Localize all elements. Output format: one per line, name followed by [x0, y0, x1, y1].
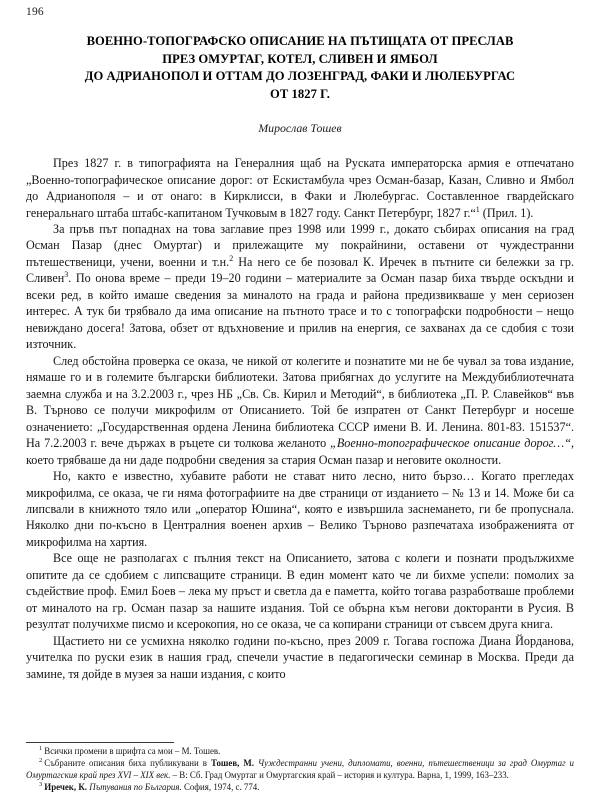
footnote-item: [26, 746, 574, 758]
paragraph-1-text-a: През 1827 г. в типографията на Генералния щаб на Руската императорска армия е отпечатано „Военно-топографическое описание дорог: от Ескистамбула чрез Осман-базар, Казан, Сливно и Ямбол до Адрианополя – и от онаго: в Кирклисси, в Факи и Люлебургас. Составленное гвардейскаго генеральнаго штаба штабс-капитаном Тучковым в 1827 году. Санкт Петербург, 1827 г.“: [26, 156, 574, 220]
title-line-2: ПРЕЗ ОМУРТАГ, КОТЕЛ, СЛИВЕН И ЯМБОЛ: [162, 51, 438, 66]
footnote-ref-2[interactable]: 2: [229, 253, 234, 263]
footnote-text-b: София, 1974, с. 774.: [181, 782, 260, 793]
footnote-author: Тошев, М.: [210, 758, 254, 769]
paragraph-2: [26, 221, 574, 353]
footnote-title: Пътувания по България.: [87, 782, 182, 793]
footnote-number: 2: [39, 757, 43, 765]
paragraph-3: [26, 353, 574, 468]
footnote-number: 3: [39, 781, 43, 789]
author-name: Мирослав Тошев: [258, 121, 342, 136]
footnote-title: Чуждестранни учени, дипломати, военни, пътешественици за град Омуртаг и Омуртагския край през XVI – XIX век.: [26, 758, 574, 781]
footnotes-section: [26, 742, 574, 794]
title-line-3: ДО АДРИАНОПОЛ И ОТТАМ ДО ЛОЗЕНГРАД, ФАКИ И ЛЮЛЕБУРГАС: [84, 69, 516, 84]
title-line-1: ВОЕННО-ТОПОГРАФСКО ОПИСАНИЕ НА ПЪТИЩАТА ОТ ПРЕСЛАВ: [86, 33, 514, 48]
footnote-author: Иречек, К.: [44, 782, 88, 793]
article-title: [26, 33, 574, 105]
footnote-text-b: – В: Сб. Град Омуртаг и Омуртагския край – история и култура. Варна, 1, 1999, 163–233.: [170, 770, 509, 781]
paragraph-1: [26, 155, 574, 221]
footnote-ref-3[interactable]: 3: [64, 270, 69, 280]
paragraph-2-text-b: На него се бе позовал К. Иречек в пътните си бележки за гр. Сливен: [26, 254, 575, 286]
footnote-ref-1[interactable]: 1: [475, 204, 480, 214]
article-body: [26, 155, 574, 682]
paragraph-3-text-b: , което трябваше да ни даде подробни сведения за стария Осман пазар и неговите околности.: [26, 436, 574, 467]
paragraph-2-text-c: . По онова време – преди 19–20 години – материалите за Осман пазар биха твърде оскъдни и всеки ред, в който имаше сведения за миналото на града и района предизвикваше у мен сериозен интерес. А тук би трябвало да има описание на пътното трасе и то с топографски подробности – нещо невиждано досега! Затова, обзет от вдъхновение и прилив на енергия, се захванах да се сдобия с този източник.: [26, 271, 574, 352]
footnote-item: [26, 782, 574, 794]
footnote-number: 1: [39, 745, 43, 753]
footnote-separator-rule: [26, 742, 174, 743]
page-number: 196: [26, 6, 44, 18]
paragraph-1-text-b: (Прил. 1).: [479, 205, 534, 220]
footnote-text-a: Събраните описания биха публикувани в: [44, 758, 211, 769]
paragraph-4: Но, както е известно, хубавите работи не стават нито лесно, нито бързо… Когато прегледах микрофилма, се оказа, че ги няма фотографиите на две страници от изданието – № 13 и 14. Може би са липсвали в книжното тяло или „оператор Юшина“, която е извършила заснемането, ги бе пропуснала. Няколко дни по-късно в Централния военен архив – Велико Търново разпечатаха изображенията от микрофилма на хартия.: [26, 469, 574, 549]
paragraph-6: Щастието ни се усмихна няколко години по-късно, през 2009 г. Тогава госпожа Диана Йорданова, учителка по руски език в нашия град, спечели участие в педагогически семинар в Москва. Преди да замине, тя дойде в музея за наши издания, с които: [26, 633, 574, 681]
footnote-item: [26, 758, 574, 782]
footnote-text-a: Всички промени в шрифта са мои – М. Тошев.: [44, 746, 221, 757]
paragraph-3-cited-title: „Военно-топографическое описание дорог…“: [330, 436, 571, 451]
title-line-4: ОТ 1827 Г.: [270, 87, 330, 102]
paragraph-5: Все още не разполагах с пълния текст на Описанието, затова с колеги и познати продължихме опитите да се сдобием с липсващите страници. В един момент като че ли бихме успели: помолих за съдействие проф. Емил Боев – лека му пръст и светла да е паметта, който тогава разработваше проблеми от миналото на гр. Осман пазар за нашите издания. Той се обърна към негови докторанти в Русия. В резултат получихме писмо и ксерокопия, но се оказа, че са копирани страници от съвсем друга книга.: [26, 551, 574, 632]
paragraph-3-text-a: След обстойна проверка се оказа, че никой от колегите и познатите ми не бе чувал за това издание, нямаше го и в големите български библиотеки. Затова прибягнах до услугите на Междубиблиотечната заемна служба и на 3.2.2003 г., чрез НБ „Св. Св. Кирил и Методий“, в библиотека „П. Р. Славейков“ във В. Търново се получи микрофилм от Описанието. Той бе изпратен от Санкт Петербург и носеше означението: „Государственная ордена Ленина библиотека СССР имени В. И. Ленина. 801-83. 151537“. На 7.2.2003 г. вече държах в ръцете си толкова желаното: [26, 353, 574, 451]
paragraph-2-text-a: За пръв път попаднах на това заглавие през 1998 или 1999 г., докато събирах описания на град Осман Пазар (днес Омуртаг) и прилежащите му покрайнини, оставени от чуждестранни пътешественици, учени, военни и т.н.: [26, 222, 574, 269]
